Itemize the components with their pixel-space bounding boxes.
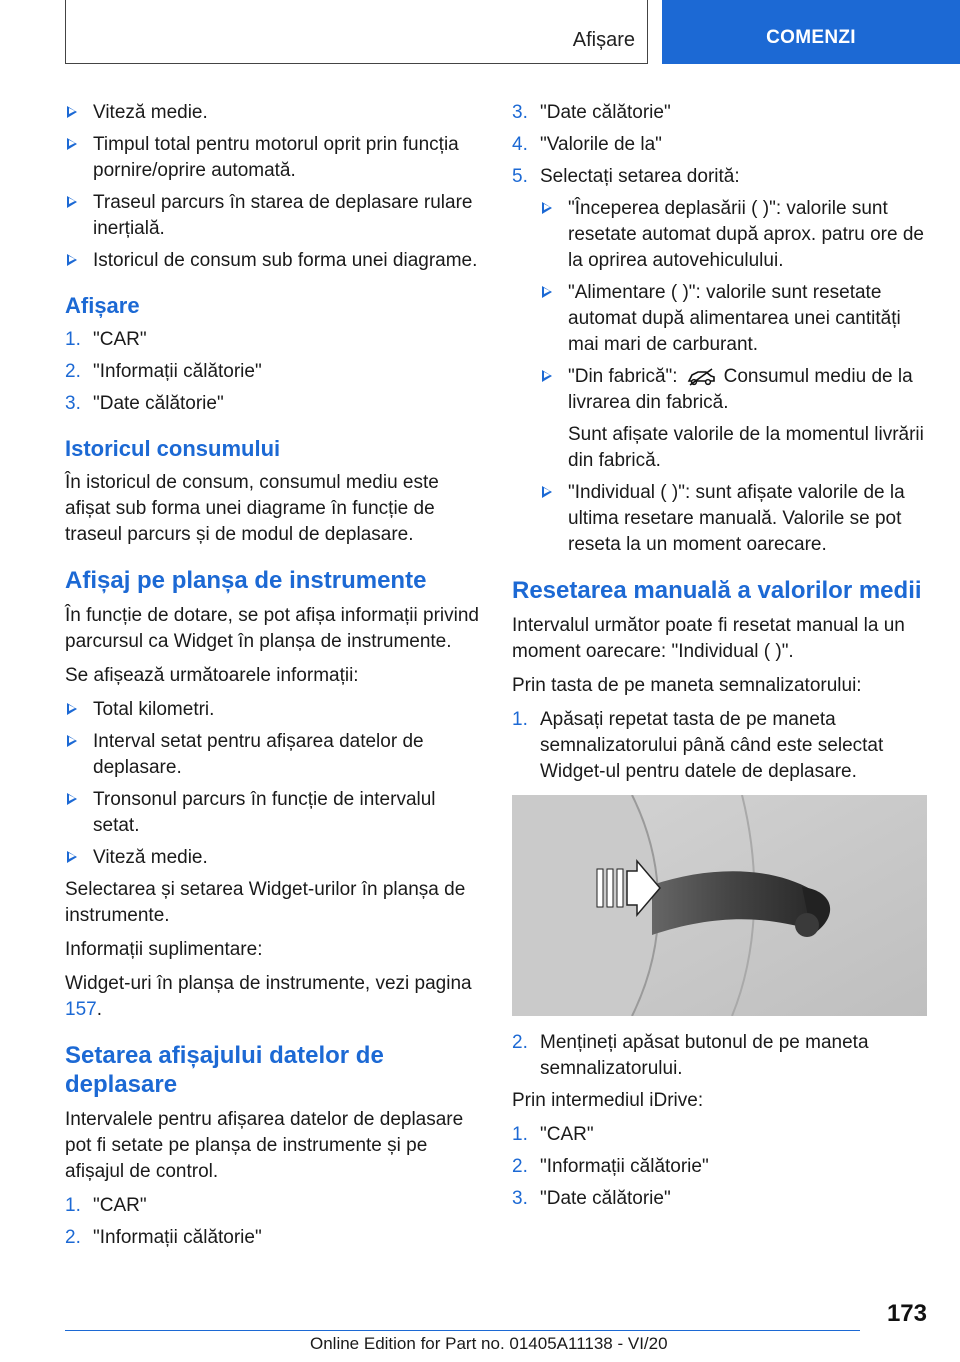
paragraph: Intervalele pentru afișarea datelor de deplasare pot fi setate pe planșa de instrumente și pe afișajul de control. bbox=[65, 1109, 464, 1182]
paragraph: Se afișează următoarele informații: bbox=[65, 665, 359, 686]
list-item: 2. "Informații călătorie" bbox=[65, 361, 262, 382]
list-item: "Din fabrică": Consumul mediu de la livrarea din fabrică. Sunt afișate valorile de la momentul livrării din fabrică. bbox=[540, 364, 927, 474]
triangle-bullet-icon bbox=[67, 793, 77, 805]
triangle-bullet-icon bbox=[67, 196, 77, 208]
heading-plansa: Afișaj pe planșa de instrumente bbox=[65, 567, 427, 594]
header-section-title: Afișare bbox=[572, 29, 635, 51]
paragraph: Intervalul următor poate fi resetat manual la un moment oarecare: "Individual ( )". bbox=[512, 615, 905, 662]
list-item: 1. "CAR" bbox=[65, 329, 147, 350]
page-header bbox=[0, 0, 960, 66]
list-item: 3. "Date călătorie" bbox=[512, 1188, 671, 1209]
left-column bbox=[65, 100, 480, 1257]
list-item: 3. "Date călătorie" bbox=[65, 393, 224, 414]
list-item: 4. "Valorile de la" bbox=[512, 134, 662, 155]
option-note: Sunt afișate valorile de la momentul livrării din fabrică. bbox=[568, 424, 924, 471]
list-item: "Alimentare ( )": valorile sunt resetate automat după alimentarea unei cantități mai mari de carburant. bbox=[540, 280, 927, 358]
paragraph: Widget-uri în planșa de instrumente, vezi pagina 157. bbox=[65, 973, 472, 1020]
triangle-bullet-icon bbox=[542, 202, 552, 214]
list-item: 1. "CAR" bbox=[65, 1195, 147, 1216]
right-column bbox=[512, 100, 927, 1218]
list-item: "Începerea deplasării ( )": valorile sunt resetate automat după aprox. patru ore de la oprirea autovehiculului. bbox=[540, 196, 927, 274]
heading-reset: Resetarea manuală a valorilor medii bbox=[512, 577, 922, 604]
paragraph: Informații suplimentare: bbox=[65, 939, 263, 960]
list-item: 2. "Informații călătorie" bbox=[512, 1156, 709, 1177]
list-item: Viteză medie. bbox=[65, 845, 480, 871]
paragraph: În funcție de dotare, se pot afișa informații privind parcursul ca Widget în planșa de instrumente. bbox=[65, 605, 480, 652]
list-item: 1. "CAR" bbox=[512, 1124, 594, 1145]
paragraph: Prin tasta de pe maneta semnalizatorului: bbox=[512, 675, 862, 696]
page-link[interactable]: 157 bbox=[65, 999, 97, 1020]
list-item: 3. "Date călătorie" bbox=[512, 102, 671, 123]
footer-divider bbox=[65, 1330, 860, 1331]
list-item: Traseul parcurs în starea de deplasare rulare inerțială. bbox=[65, 190, 480, 242]
list-item: "Individual ( )": sunt afișate valorile de la ultima resetare manuală. Valorile se pot reseta la un moment oarecare. bbox=[540, 480, 927, 558]
steps-setare bbox=[65, 1193, 480, 1251]
paragraph: În istoricul de consum, consumul mediu este afișat sub forma unei diagrame în funcție de traseul parcurs și de modul de deplasare. bbox=[65, 472, 439, 545]
paragraph: Selectarea și setarea Widget-urilor în planșa de instrumente. bbox=[65, 879, 466, 926]
steps-idrive bbox=[512, 1122, 927, 1212]
list-item: Tronsonul parcurs în funcție de intervalul setat. bbox=[65, 787, 480, 839]
triangle-bullet-icon bbox=[67, 254, 77, 266]
heading-afisare: Afișare bbox=[65, 293, 140, 318]
steps-valori bbox=[512, 100, 927, 190]
list-item: 2. "Informații călătorie" bbox=[65, 1227, 262, 1248]
list-item: Viteză medie. bbox=[65, 100, 480, 126]
heading-istoric: Istoricul consumului bbox=[65, 436, 281, 461]
list-item: 2. Mențineți apăsat butonul de pe maneta semnalizatorului. bbox=[512, 1032, 869, 1079]
steps-reset-1 bbox=[512, 707, 927, 785]
header-chapter-tab[interactable]: COMENZI bbox=[662, 0, 960, 64]
bullet-list-options bbox=[540, 196, 927, 558]
heading-setare: Setarea afișajului datelor de deplasare bbox=[65, 1042, 384, 1098]
triangle-bullet-icon bbox=[67, 735, 77, 747]
steps-reset-2 bbox=[512, 1030, 927, 1082]
steps-afisare bbox=[65, 327, 480, 417]
triangle-bullet-icon bbox=[542, 286, 552, 298]
edition-text: Online Edition for Part no. 01405A11138 - VI/20 bbox=[310, 1334, 668, 1353]
triangle-bullet-icon bbox=[67, 106, 77, 118]
paragraph: Prin intermediul iDrive: bbox=[512, 1090, 704, 1111]
bullet-list-stats bbox=[65, 100, 480, 274]
list-item: 5. Selectați setarea dorită: bbox=[512, 166, 740, 187]
triangle-bullet-icon bbox=[67, 851, 77, 863]
factory-car-icon bbox=[686, 368, 716, 386]
triangle-bullet-icon bbox=[542, 486, 552, 498]
bullet-list-widget bbox=[65, 697, 480, 871]
list-item: Total kilometri. bbox=[65, 697, 480, 723]
list-item: Istoricul de consum sub forma unei diagrame. bbox=[65, 248, 480, 274]
list-item: Timpul total pentru motorul oprit prin funcția pornire/oprire automată. bbox=[65, 132, 480, 184]
triangle-bullet-icon bbox=[67, 138, 77, 150]
turn-signal-lever-image bbox=[512, 795, 927, 1016]
list-item: 1. Apăsați repetat tasta de pe maneta semnalizatorului până când este selectat Widget-ul pentru datele de deplasare. bbox=[512, 709, 884, 782]
list-item: Interval setat pentru afișarea datelor de deplasare. bbox=[65, 729, 480, 781]
triangle-bullet-icon bbox=[67, 703, 77, 715]
header-section-box bbox=[65, 0, 648, 64]
page-number: 173 bbox=[886, 1300, 927, 1327]
triangle-bullet-icon bbox=[542, 370, 552, 382]
footer-edition bbox=[310, 1334, 668, 1354]
